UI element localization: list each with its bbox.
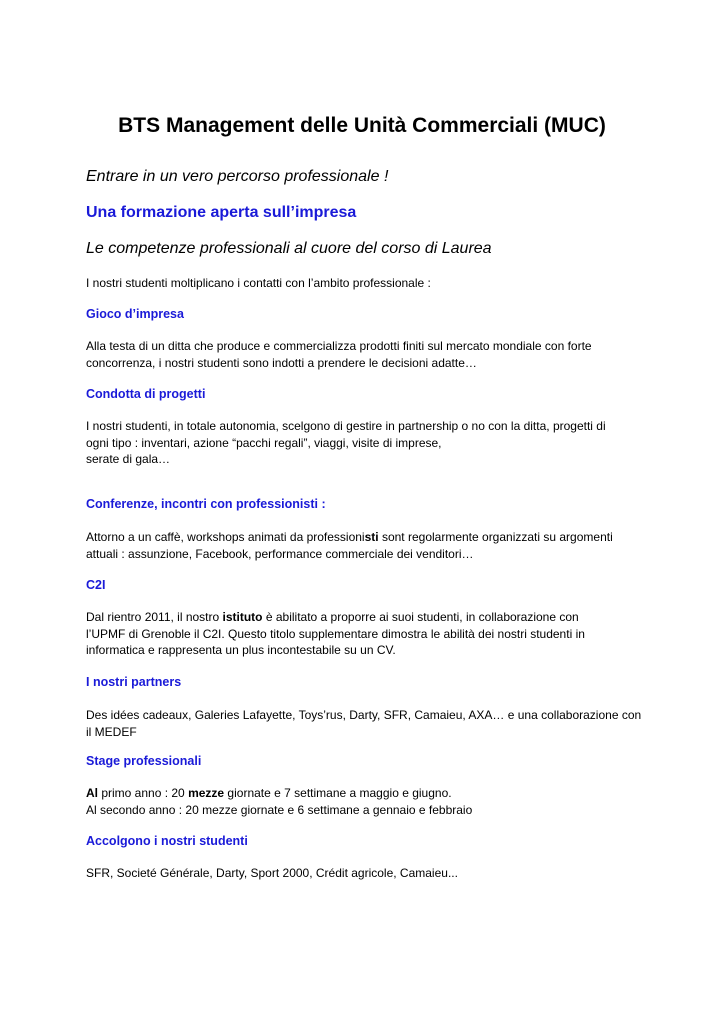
section-body-stage	[86, 785, 646, 818]
text-run-bold: Al	[86, 786, 98, 800]
text-run: giornate e 7 settimane a maggio e giugno.	[224, 786, 452, 800]
text-line: Alla testa di un ditta che produce e commercializza prodotti finiti sul mercato mondiale con forte	[86, 339, 592, 353]
subtitle-professional-path: Entrare in un vero percorso professionale !	[86, 168, 389, 185]
section-heading-accolgono: Accolgono i nostri studenti	[86, 834, 248, 848]
text-line	[86, 785, 646, 802]
text-run-bold: sti	[364, 530, 379, 544]
section-body-conferenze	[86, 529, 646, 562]
text-line: ogni tipo : inventari, azione “pacchi regali”, viaggi, visite di imprese,	[86, 435, 442, 450]
intro-paragraph: I nostri studenti moltiplicano i contatti con l’ambito professionale :	[86, 276, 431, 290]
section-heading-stage: Stage professionali	[86, 754, 202, 768]
text-run: Dal rientro 2011, il nostro	[86, 610, 223, 624]
text-run: primo anno : 20	[98, 786, 189, 800]
text-line: concorrenza, i nostri studenti sono indotti a prendere le decisioni adatte…	[86, 355, 477, 370]
text-line: serate di gala…	[86, 452, 171, 466]
text-line: SFR, Societé Générale, Darty, Sport 2000, Crédit agricole, Camaieu...	[86, 866, 458, 880]
text-line: I nostri studenti, in totale autonomia, scelgono di gestire in partnership o no con la ditta, progetti di	[86, 419, 606, 433]
section-heading-main: Una formazione aperta sull’impresa	[86, 204, 357, 221]
text-line: informatica e rappresenta un plus incontestabile su un CV.	[86, 643, 396, 657]
text-run: sont regolarmente organizzati su argomenti	[378, 530, 613, 544]
section-heading-conferenze: Conferenze, incontri con professionisti :	[86, 497, 326, 511]
section-heading-partners: I nostri partners	[86, 675, 182, 689]
section-heading-condotta: Condotta di progetti	[86, 387, 206, 401]
section-body-condotta	[86, 418, 646, 468]
text-line	[86, 609, 646, 626]
text-line: il MEDEF	[86, 724, 137, 739]
text-run-bold: istituto	[222, 610, 263, 624]
text-line	[86, 529, 646, 546]
page-title: BTS Management delle Unità Commerciali (MUC)	[118, 114, 606, 137]
text-run: Attorno a un caffè, workshops animati da professioni	[86, 530, 365, 544]
text-line: Des idées cadeaux, Galeries Lafayette, Toys’rus, Darty, SFR, Camaieu, AXA… e una collaborazione con	[86, 708, 642, 722]
section-body-gioco	[86, 338, 646, 371]
section-body-partners	[86, 707, 646, 740]
section-body-c2i	[86, 609, 646, 659]
subtitle-competences: Le competenze professionali al cuore del corso di Laurea	[86, 240, 492, 257]
text-line: attuali : assunzione, Facebook, performance commerciale dei venditori…	[86, 546, 474, 561]
section-body-accolgono	[86, 865, 646, 882]
text-line: l’UPMF di Grenoble il C2I. Questo titolo supplementare dimostra le abilità dei nostri studenti in	[86, 626, 585, 641]
section-heading-c2i: C2I	[86, 578, 106, 592]
text-run-bold: mezze	[188, 786, 225, 800]
text-run: è abilitato a proporre ai suoi studenti, in collaborazione con	[262, 610, 579, 624]
section-heading-gioco: Gioco d’impresa	[86, 307, 184, 321]
text-line: Al secondo anno : 20 mezze giornate e 6 settimane a gennaio e febbraio	[86, 802, 473, 817]
